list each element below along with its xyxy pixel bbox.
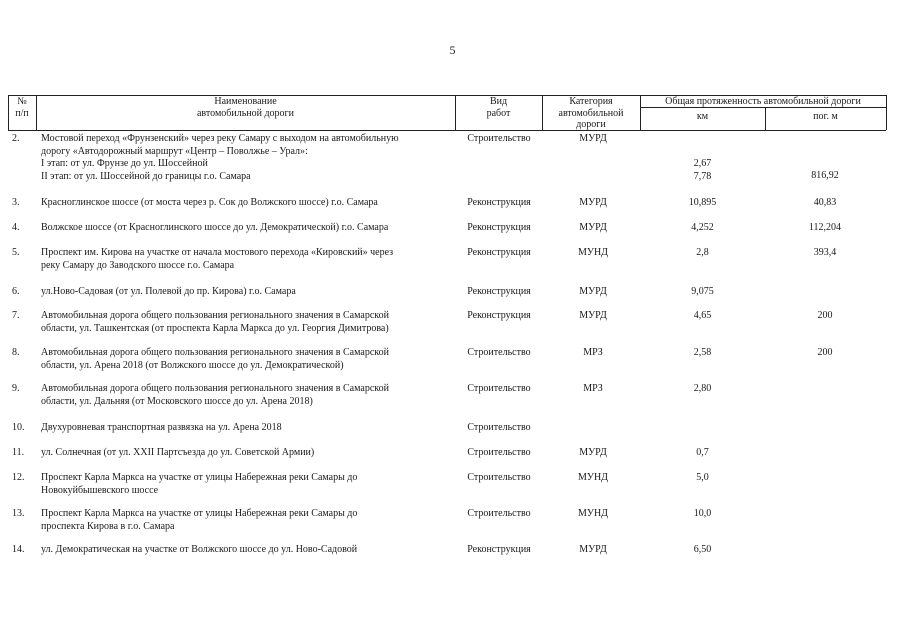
header-num: № п/п: [15, 96, 29, 119]
road-name-line: области, ул. Арена 2018 (от Волжского шоссе до ул. Демократической): [41, 359, 344, 371]
road-name-line: II этап: от ул. Шоссейной до границы г.о. Самара: [41, 170, 251, 182]
road-category: МУРД: [579, 133, 607, 144]
road-name: [41, 247, 451, 272]
road-name-line: Проспект им. Кирова на участке от начала мостового перехода «Кировский» через: [41, 247, 394, 258]
road-name: [41, 286, 451, 299]
work-kind: Строительство: [467, 347, 531, 358]
length-pm: 200: [817, 347, 833, 358]
road-category: МРЗ: [583, 347, 603, 358]
length-km: 10,0: [693, 508, 712, 519]
road-name: [41, 197, 451, 210]
work-kind: Строительство: [467, 472, 531, 483]
road-name-line: реку Самару до Заводского шоссе г.о. Самара: [41, 259, 235, 271]
header-kind: Вид работ: [486, 96, 511, 119]
row-number: 5.: [12, 247, 20, 258]
length-pm: 40,83: [813, 197, 837, 208]
road-name: [41, 447, 451, 460]
header-col-divider: [886, 95, 887, 130]
row-number: 7.: [12, 310, 20, 321]
length-km: 4,252: [691, 222, 714, 233]
length-km: 2,58: [693, 347, 712, 358]
length-pm: 112,204: [808, 222, 842, 233]
row-number: 6.: [12, 286, 20, 297]
road-name-line: Волжское шоссе (от Красноглинского шоссе до ул. Демократической) г.о. Самара: [41, 222, 389, 233]
road-name: [41, 310, 451, 335]
road-name-line: Новокуйбышевского шоссе: [41, 484, 159, 496]
length-km: 2,8: [696, 247, 709, 258]
road-name-line: ул. Солнечная (от ул. XXII Партсъезда до ул. Советской Армии): [41, 447, 315, 458]
row-number: 10.: [12, 422, 25, 433]
work-kind: Реконструкция: [467, 544, 531, 555]
row-number: 4.: [12, 222, 20, 233]
work-kind: Реконструкция: [467, 222, 531, 233]
row-number: 9.: [12, 383, 20, 394]
header-bottom-rule: [8, 130, 886, 131]
work-kind: Строительство: [467, 447, 531, 458]
road-name-line: Проспект Карла Маркса на участке от улицы Набережная реки Самары до: [41, 508, 358, 519]
road-name-line: дорогу «Автодорожный маршрут «Центр – Поволжье – Урал»:: [41, 145, 308, 157]
length-km: 2,67 7,78: [693, 158, 712, 182]
road-category: МРЗ: [583, 383, 603, 394]
road-name-line: проспекта Кирова в г.о. Самара: [41, 520, 175, 532]
row-number: 12.: [12, 472, 25, 483]
header-km: км: [696, 111, 709, 122]
row-number: 3.: [12, 197, 20, 208]
length-km: 4,65: [693, 310, 712, 321]
work-kind: Строительство: [467, 133, 531, 144]
road-name-line: Двухуровневая транспортная развязка на ул. Арена 2018: [41, 422, 282, 433]
length-km: 2,80: [693, 383, 712, 394]
road-category: МУНД: [577, 508, 608, 519]
road-name-line: Красноглинское шоссе (от моста через р. Сок до Волжского шоссе) г.о. Самара: [41, 197, 378, 208]
road-name-line: Автомобильная дорога общего пользования регионального значения в Самарской: [41, 347, 389, 358]
road-category: МУРД: [579, 222, 607, 233]
row-number: 14.: [12, 544, 25, 555]
road-name: [41, 133, 451, 183]
work-kind: Реконструкция: [467, 197, 531, 208]
work-kind: Строительство: [467, 508, 531, 519]
length-pm: 393,4: [813, 247, 837, 258]
work-kind: Строительство: [467, 422, 531, 433]
road-category: МУРД: [579, 197, 607, 208]
road-name-line: Мостовой переход «Фрунзенский» через реку Самару с выходом на автомобильную: [41, 133, 399, 144]
header-name: Наименование автомобильной дороги: [196, 96, 295, 119]
length-km: 0,7: [696, 447, 709, 458]
road-name: [41, 508, 451, 533]
header-total-length: Общая протяженность автомобильной дороги: [665, 96, 861, 107]
length-pm: 816,92: [811, 170, 839, 181]
road-category: МУРД: [579, 447, 607, 458]
length-pm: 200: [817, 310, 833, 321]
road-category: МУРД: [579, 286, 607, 297]
header-category: Категория автомобильной дороги: [558, 96, 624, 130]
road-category: МУРД: [579, 544, 607, 555]
road-category: МУНД: [577, 247, 608, 258]
road-category: МУНД: [577, 472, 608, 483]
length-km: 6,50: [693, 544, 712, 555]
work-kind: Реконструкция: [467, 247, 531, 258]
road-name-line: Автомобильная дорога общего пользования регионального значения в Самарской: [41, 383, 389, 394]
road-name: [41, 222, 451, 235]
road-name-line: ул.Ново-Садовая (от ул. Полевой до пр. Кирова) г.о. Самара: [41, 286, 296, 297]
work-kind: Реконструкция: [467, 310, 531, 321]
road-name: [41, 422, 451, 435]
page-number: 5: [449, 43, 456, 57]
row-number: 2.: [12, 133, 20, 144]
road-name-line: I этап: от ул. Фрунзе до ул. Шоссейной: [41, 158, 208, 169]
road-name: [41, 544, 451, 557]
length-km: 5,0: [696, 472, 709, 483]
header-pm: пог. м: [813, 111, 838, 122]
road-category: МУРД: [579, 310, 607, 321]
road-name: [41, 472, 451, 497]
length-km: 10,895: [688, 197, 717, 208]
work-kind: Реконструкция: [467, 286, 531, 297]
row-number: 8.: [12, 347, 20, 358]
row-number: 11.: [12, 447, 25, 458]
row-number: 13.: [12, 508, 25, 519]
road-name-line: Автомобильная дорога общего пользования регионального значения в Самарской: [41, 310, 389, 321]
work-kind: Строительство: [467, 383, 531, 394]
road-name-line: Проспект Карла Маркса на участке от улицы Набережная реки Самары до: [41, 472, 358, 483]
road-name-line: ул. Демократическая на участке от Волжского шоссе до ул. Ново-Садовой: [41, 544, 358, 555]
length-km: 9,075: [691, 286, 714, 297]
road-name-line: области, ул. Ташкентская (от проспекта Карла Маркса до ул. Георгия Димитрова): [41, 322, 389, 334]
road-name: [41, 347, 451, 372]
road-name: [41, 383, 451, 408]
road-name-line: области, ул. Дальняя (от Московского шоссе до ул. Арена 2018): [41, 395, 313, 407]
